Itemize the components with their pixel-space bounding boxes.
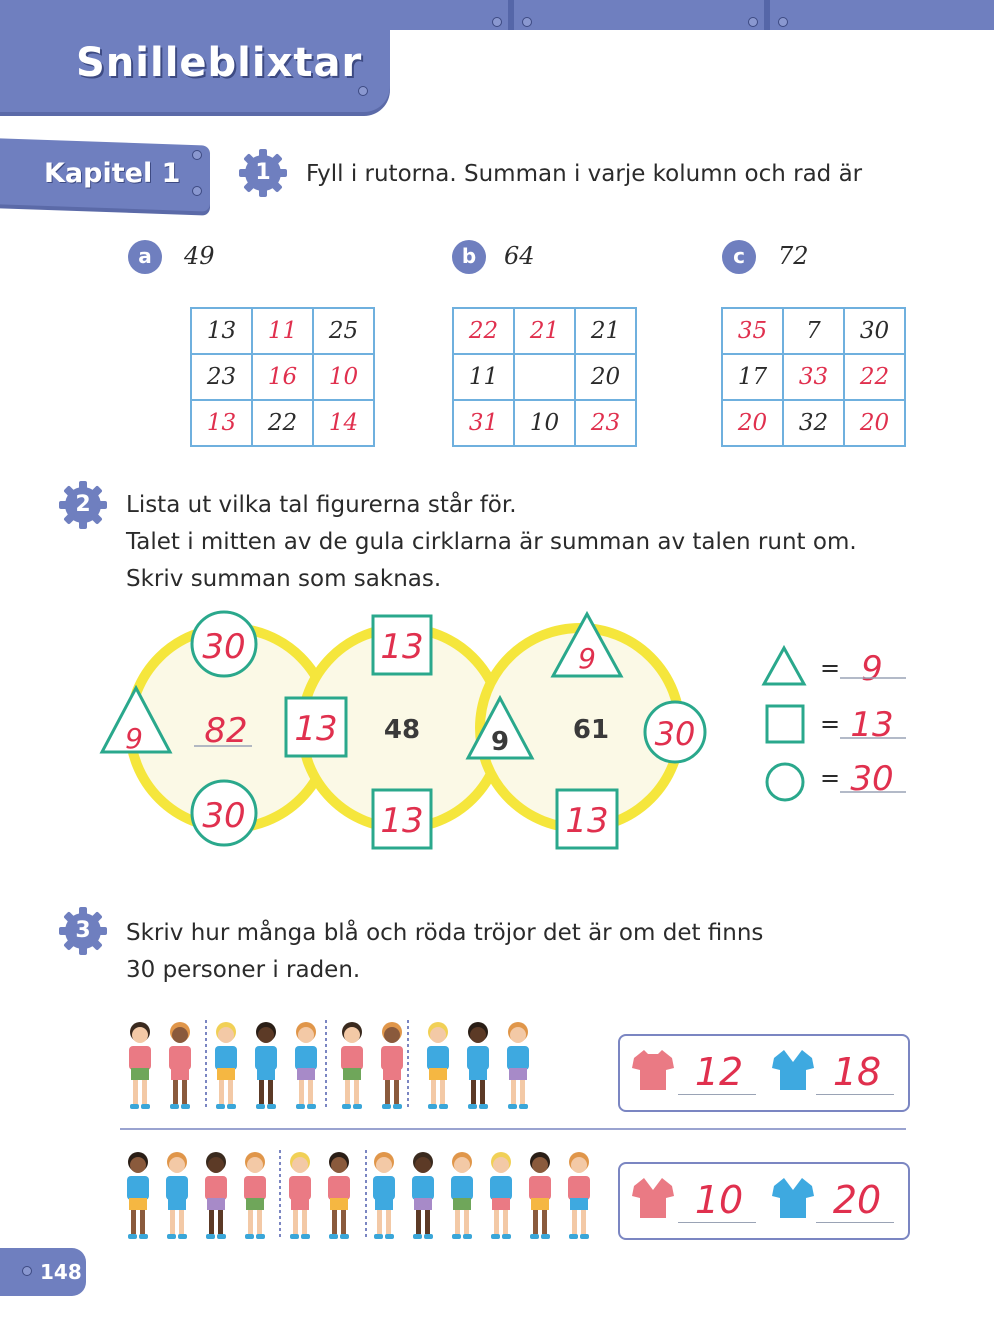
grid-cell: 33: [783, 354, 844, 400]
task1-instruction: Fyll i rutorna. Summan i varje kolumn och rad är: [306, 161, 863, 187]
red-shirt-icon: [630, 1048, 676, 1092]
grid-row: [453, 400, 636, 446]
circle3-bottom-value: 13: [565, 801, 609, 841]
person-figure: [255, 1022, 277, 1109]
circle3-right-value: 30: [654, 715, 696, 753]
screw-icon: [492, 17, 502, 27]
person-figure: [529, 1152, 551, 1239]
person-figure: [412, 1152, 434, 1239]
grid-row: [453, 308, 636, 354]
person-figure: [205, 1152, 227, 1239]
screw-icon: [192, 186, 202, 196]
screw-icon: [22, 1266, 32, 1276]
task3-line-2: 30 personer i raden.: [126, 957, 361, 983]
task-number: 1: [255, 160, 271, 185]
blue-shirt-icon: [770, 1176, 816, 1220]
task2-line-3: Skriv summan som saknas.: [126, 566, 442, 592]
grid-cell: 35: [722, 308, 783, 354]
circle-puzzle: [90, 600, 970, 860]
screw-icon: [748, 17, 758, 27]
person-figure: [490, 1152, 512, 1239]
grid-cell: 20: [722, 400, 783, 446]
circle3-top-value: 9: [578, 642, 596, 675]
answer-line: [816, 1094, 894, 1095]
person-figure: [169, 1022, 191, 1109]
person-figure: [328, 1152, 350, 1239]
subtask-badge-c: c: [722, 240, 756, 274]
grid-row: [453, 354, 636, 400]
page-title: Snilleblixtar: [76, 40, 363, 86]
circle1-right-value: 13: [294, 709, 338, 749]
grid-row: [722, 354, 905, 400]
legend-equals: =: [820, 654, 841, 682]
chapter-label: Kapitel 1: [44, 158, 181, 189]
grid-cell: 30: [844, 308, 905, 354]
row-divider: [120, 1128, 906, 1130]
person-figure: [127, 1152, 149, 1239]
circle2-bottom-value: 13: [380, 801, 424, 841]
circle2-center-value: 48: [383, 715, 421, 745]
legend-square-value: 13: [850, 705, 894, 745]
page-number: 148: [40, 1260, 82, 1284]
magic-square-b: [452, 307, 637, 447]
circle1-bottom-value: 30: [202, 796, 246, 836]
red-shirt-icon: [630, 1176, 676, 1220]
screw-icon: [778, 17, 788, 27]
magic-square-a: [190, 307, 375, 447]
person-figure: [568, 1152, 590, 1239]
grid-cell: 7: [783, 308, 844, 354]
grid-row: [191, 400, 374, 446]
red-count-row-2: 10: [694, 1178, 744, 1222]
answer-line: [816, 1222, 894, 1223]
grid-cell: 13: [191, 400, 252, 446]
grid-cell: 21: [575, 308, 636, 354]
bar-seam: [764, 0, 770, 30]
screw-icon: [358, 86, 368, 96]
person-figure: [295, 1022, 317, 1109]
grid-cell: 23: [575, 400, 636, 446]
screw-icon: [192, 150, 202, 160]
grid-cell: 22: [844, 354, 905, 400]
person-figure: [373, 1152, 395, 1239]
legend-triangle-value: 9: [861, 649, 883, 689]
grid-cell: 11: [453, 354, 514, 400]
square-shape-icon: [767, 706, 803, 742]
grid-cell: 31: [453, 400, 514, 446]
circle2-right-value: 9: [490, 727, 510, 757]
person-figure: [467, 1022, 489, 1109]
triangle-shape-icon: [764, 648, 804, 684]
grid-cell: 22: [453, 308, 514, 354]
grid-cell: 17: [722, 354, 783, 400]
answer-line: [678, 1094, 756, 1095]
grid-cell: 21: [514, 308, 575, 354]
grid-row: [191, 308, 374, 354]
circle1-top-value: 30: [202, 627, 246, 667]
grid-row: [722, 400, 905, 446]
grid-cell: 10: [313, 354, 374, 400]
person-figure: [289, 1152, 311, 1239]
subtask-badge-a: a: [128, 240, 162, 274]
grid-cell: 10: [514, 400, 575, 446]
task2-line-1: Lista ut vilka tal figurerna står för.: [126, 492, 517, 518]
person-figure: [451, 1152, 473, 1239]
grid-cell: 16: [252, 354, 313, 400]
grid-cell: 20: [844, 400, 905, 446]
grid-row: [722, 308, 905, 354]
screw-icon: [522, 17, 532, 27]
person-figure: [427, 1022, 449, 1109]
subtask-sum-b: 64: [504, 242, 535, 270]
task3-line-1: Skriv hur många blå och röda tröjor det är om det finns: [126, 920, 764, 946]
task-number: 2: [75, 492, 91, 517]
person-figure: [129, 1022, 151, 1109]
grid-row: [191, 354, 374, 400]
circle-shape-icon: [767, 764, 803, 800]
blue-count-row-2: 20: [832, 1178, 882, 1222]
grid-cell: 11: [252, 308, 313, 354]
task2-line-2: Talet i mitten av de gula cirklarna är summan av talen runt om.: [126, 529, 857, 555]
circle1-center-value: 82: [204, 711, 248, 751]
circle3-center-value: 61: [572, 715, 610, 745]
people-row: [120, 1150, 610, 1244]
answer-line: [678, 1222, 756, 1223]
person-figure: [244, 1152, 266, 1239]
circle2-top-value: 13: [380, 627, 424, 667]
person-figure: [166, 1152, 188, 1239]
red-count-row-1: 12: [694, 1050, 744, 1094]
grid-cell: [514, 354, 575, 400]
subtask-badge-b: b: [452, 240, 486, 274]
grid-cell: 20: [575, 354, 636, 400]
legend-circle-value: 30: [850, 759, 894, 799]
circle1-left-value: 9: [125, 722, 143, 755]
people-row: [120, 1020, 540, 1114]
task-number: 3: [75, 918, 91, 943]
grid-cell: 22: [252, 400, 313, 446]
person-figure: [381, 1022, 403, 1109]
person-figure: [341, 1022, 363, 1109]
magic-square-c: [721, 307, 906, 447]
bar-seam: [508, 0, 514, 30]
subtask-sum-c: 72: [778, 242, 809, 270]
grid-cell: 14: [313, 400, 374, 446]
subtask-sum-a: 49: [184, 242, 215, 270]
person-figure: [507, 1022, 529, 1109]
blue-shirt-icon: [770, 1048, 816, 1092]
person-figure: [215, 1022, 237, 1109]
legend-equals: =: [820, 710, 841, 738]
grid-cell: 25: [313, 308, 374, 354]
grid-cell: 13: [191, 308, 252, 354]
legend-equals: =: [820, 764, 841, 792]
grid-cell: 23: [191, 354, 252, 400]
blue-count-row-1: 18: [832, 1050, 882, 1094]
grid-cell: 32: [783, 400, 844, 446]
